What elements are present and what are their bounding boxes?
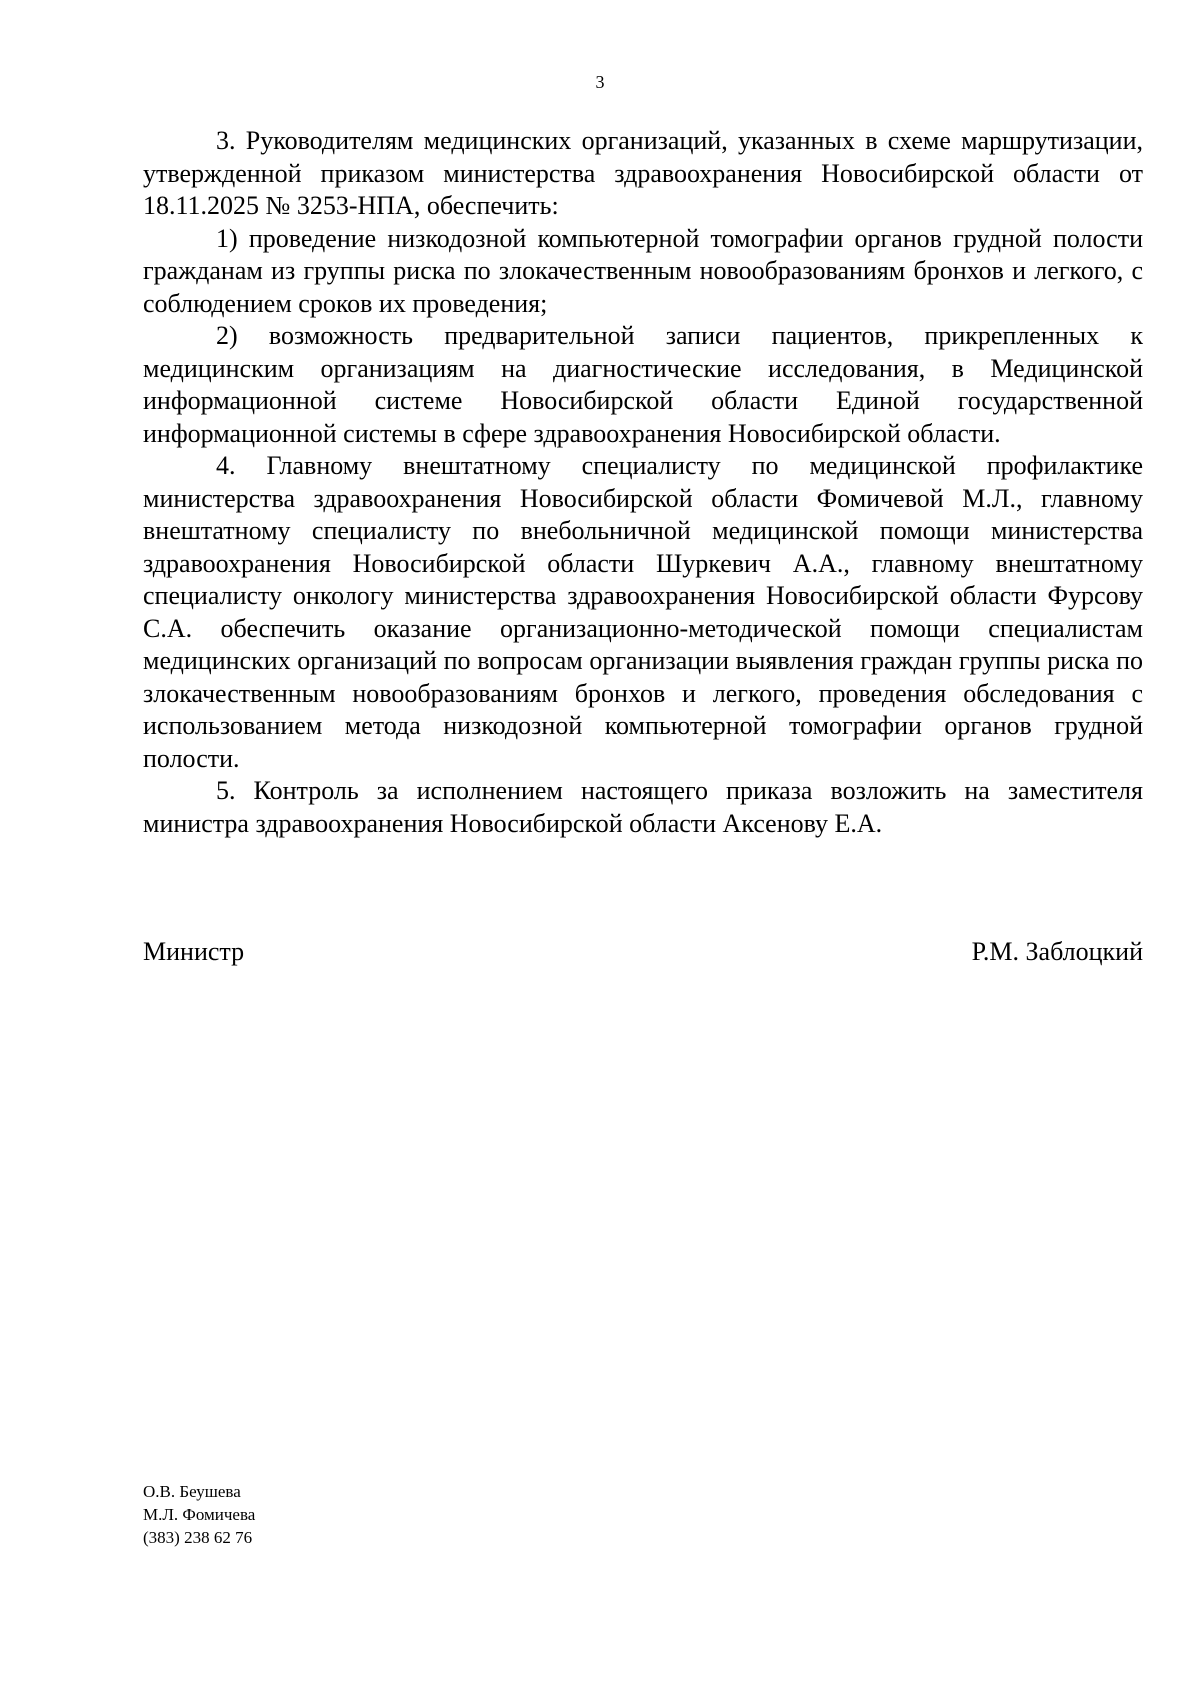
executor-name: М.Л. Фомичева bbox=[143, 1505, 256, 1524]
executors-block bbox=[143, 1480, 255, 1549]
paragraph-item-4: 4. Главному внештатному специалисту по медицинской профилактике министерства здравоохранения Новосибирской области Фомичевой М.Л., главному внештатному специалисту по внебольничной медицинской помощи министерства здравоохранения Новосибирской области Шуркевич А.А., главному внештатному специалисту онкологу министерства здравоохранения Новосибирской области Фурсову С.А. обеспечить оказание организационно-методической помощи специалистам медицинских организаций по вопросам организации выявления граждан группы риска по злокачественным новообразованиям бронхов и легкого, проведения обследования с использованием метода низкодозной компьютерной томографии органов грудной полости. bbox=[143, 451, 1143, 773]
signature-block bbox=[143, 936, 1143, 972]
paragraph-item-3: 3. Руководителям медицинских организаций, указанных в схеме маршрутизации, утвержденной приказом министерства здравоохранения Новосибирской области от 18.11.2025 № 3253-НПА, обеспечить: bbox=[143, 126, 1143, 220]
executor-phone: (383) 238 62 76 bbox=[143, 1528, 253, 1547]
page-number: 3 bbox=[595, 72, 605, 92]
paragraph-subitem-2: 2) возможность предварительной записи пациентов, прикрепленных к медицинским организациям на диагностические исследования, в Медицинской информационной системе Новосибирской области Единой государственной информационной системы в сфере здравоохранения Новосибирской области. bbox=[143, 321, 1143, 448]
signatory-name: Р.М. Заблоцкий bbox=[971, 937, 1143, 966]
signatory-title: Министр bbox=[143, 937, 245, 966]
document-body bbox=[143, 125, 1143, 840]
paragraph-subitem-1: 1) проведение низкодозной компьютерной томографии органов грудной полости гражданам из группы риска по злокачественным новообразованиям бронхов и легкого, с соблюдением сроков их проведения; bbox=[143, 223, 1143, 318]
executor-name: О.В. Беушева bbox=[143, 1482, 241, 1501]
paragraph-item-5: 5. Контроль за исполнением настоящего приказа возложить на заместителя министра здравоохранения Новосибирской области Аксенову Е.А. bbox=[143, 776, 1143, 838]
